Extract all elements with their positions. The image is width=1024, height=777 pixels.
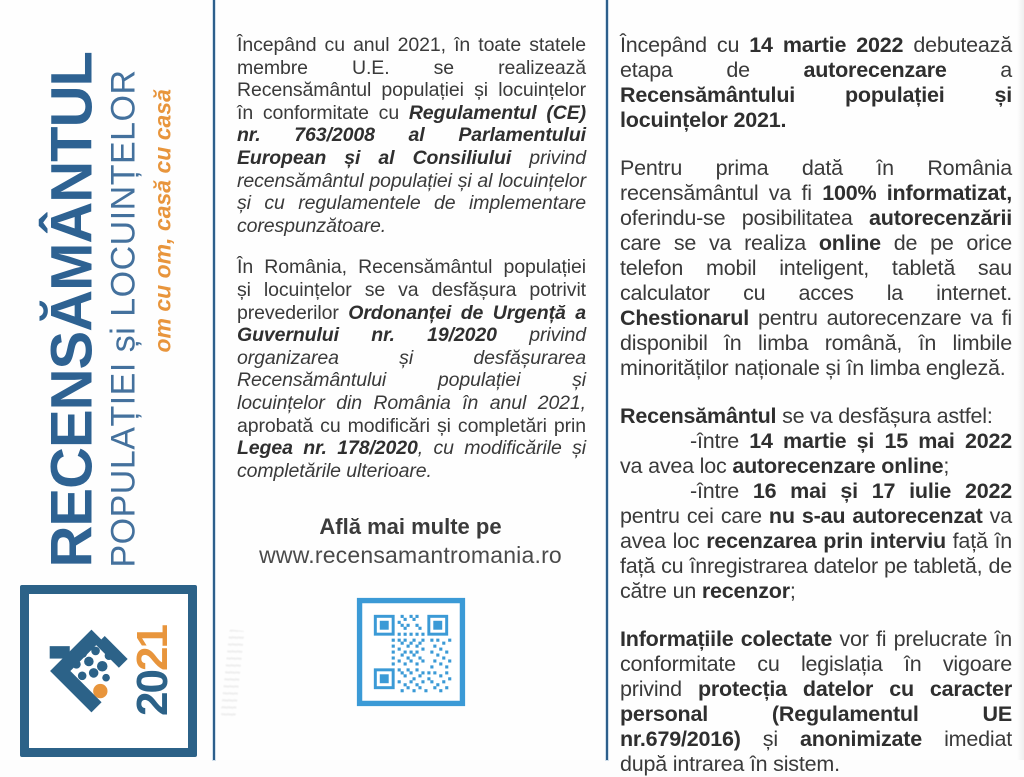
text-run: Pentru prima dată în România recensământul va fi [620,156,1012,205]
website-url[interactable]: www.recensamantromania.ro [259,542,562,568]
text-run: pentru cei care [620,504,769,528]
text-run: -între [690,429,750,453]
print-artifact [221,629,245,716]
text-run: și [740,727,800,751]
scan-edge-artifact [1017,0,1024,760]
text-run: privind recensământul populației și al locuințelor și cu regulamentele de implementare corespunzătoare. [237,146,586,237]
middle-column [215,0,606,760]
text-run: recenzarea prin interviu [706,529,946,553]
text-run: autorecenzării [869,206,1012,230]
text-run: autorecenzare [803,58,947,82]
logo-rotated-content [39,596,179,746]
text-run: care se va realiza [620,231,819,255]
text-run: aprobată cu modificări și completări prin [237,414,586,437]
text-run: Începând cu anul 2021, în toate statele membre U.E. se realizează Recensământul populației și locuințelor în conformitate cu [237,34,586,124]
right-column [608,0,1024,776]
paragraph [237,256,586,482]
text-run: , cu modificările și completările ulterioare. [237,437,586,482]
text-run: oferindu-se posibilitatea [620,206,870,230]
text-run: 14 martie și 15 mai 2022 [749,429,1012,453]
text-run: imediat după intrarea în sistem. [620,727,1012,776]
text-run: În România, Recensământul populației și locuințelor se va desfășura potrivit prevederilor [237,256,586,324]
list-item [620,479,1012,604]
logo-year-blue: 20 [127,671,177,716]
text-run: ; [789,579,796,603]
text-run: de pe orice telefon mobil inteligent, tabletă sau calculator cu acces la internet. [620,231,1013,305]
text-run: online [818,231,881,255]
text-run: Chestionarul [620,306,750,330]
logo-year-orange: 21 [127,626,177,671]
text-run: Ordonanței de Urgență a Guvernului nr. 19/2020 [237,301,586,347]
text-run: 16 mai și 17 iulie 2022 [752,479,1012,503]
paragraph [237,34,586,237]
tagline: om cu om, casă cu casă [149,89,176,353]
text-run: Legea nr. 178/2020 [237,437,418,460]
paragraph [620,33,1012,133]
schedule-paragraphs [620,33,1012,777]
paragraph [620,404,1012,429]
title-sub: POPULAȚIEI și LOCUINȚELOR [104,69,143,568]
sidebar-branding [0,0,213,760]
list-item [620,429,1012,479]
text-run: nu s-au autorecenzat [768,504,983,528]
text-run: pentru autorecenzare va fi disponibil în limba română, în limbile minorităților naționale și în limba engleză. [620,306,1012,380]
title-main: RECENSĂMÂNTUL [39,52,105,568]
text-run: protecția datelor cu caracter personal (Regulamentul UE nr.679/2016) [620,677,1012,751]
text-run: se va desfășura astfel: [776,404,993,428]
more-info-label: Află mai multe pe [319,514,502,539]
text-run: va avea loc [620,454,733,478]
census-2021-logo [20,585,197,757]
text-run: debutează etapa de [620,33,1012,82]
text-run: Începând cu [620,33,750,57]
vertical-title-block [39,23,183,568]
text-run: Recensământul [620,404,777,428]
text-run: Regulamentul (CE) nr. 763/2008 al Parlamentului European și al Consiliului [237,101,586,169]
text-run: recenzor [701,579,790,603]
text-run: Informațiile colectate [620,627,833,651]
text-run: anonimizate [799,727,923,751]
paragraph [620,156,1012,381]
legal-paragraphs [237,34,586,482]
text-run: va avea loc [620,504,1012,553]
text-run: a [946,58,1012,82]
text-run: autorecenzare online [732,454,944,478]
qr-code[interactable] [356,596,466,708]
text-run: ; [943,454,950,478]
text-run: Recensământului populației și locuințelor 2021. [620,83,1012,132]
text-run: -între [690,479,753,503]
text-run: față în față cu înregistrarea datelor pe tabletă, de către un [620,529,1012,603]
text-run: privind organizarea și desfășurarea Recensământului populației și locuințelor din România în anul 2021, [237,324,586,414]
logo-year-2021 [127,626,177,716]
text-run: vor fi prelucrate în conformitate cu legislația în vigoare privind [620,627,1012,701]
paragraph [620,627,1012,777]
text-run: 14 martie 2022 [749,33,904,57]
house-icon [43,623,129,719]
text-run: 100% informatizat, [822,181,1012,205]
